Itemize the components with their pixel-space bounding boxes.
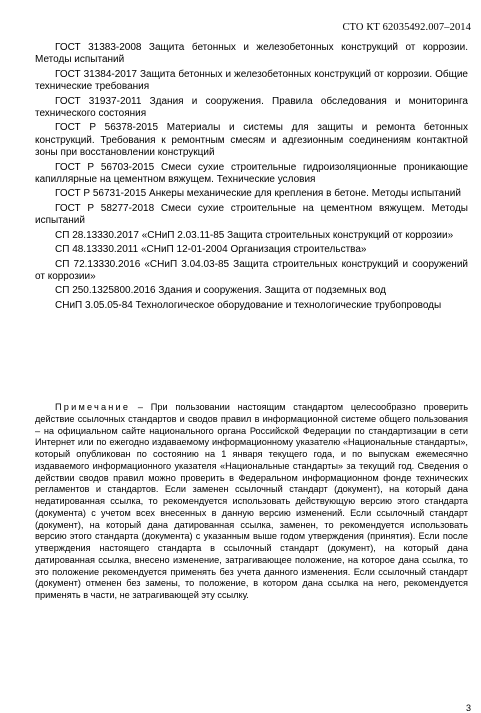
- note-dash: –: [130, 402, 151, 412]
- note-label: Примечание: [55, 402, 131, 412]
- document-code: СТО КТ 62035492.007–2014: [342, 22, 471, 33]
- reference-item: ГОСТ Р 56703-2015 Смеси сухие строительные гидроизоляционные проникающие капиллярные на цементном вяжущем. Технические условия: [35, 161, 468, 186]
- normative-references-list: [35, 42, 468, 314]
- note-paragraph: [35, 402, 468, 602]
- reference-item: ГОСТ Р 56378-2015 Материалы и системы для защиты и ремонта бетонных конструкций. Требования к ремонтным смесям и адгезионным соединениям контактной зоны при восстановлении конструкций: [35, 122, 468, 159]
- reference-item: ГОСТ 31384-2017 Защита бетонных и железобетонных конструкций от коррозии. Общие технические требования: [35, 68, 468, 93]
- reference-item: ГОСТ 31383-2008 Защита бетонных и железобетонных конструкций от коррозии. Методы испытаний: [35, 42, 468, 66]
- reference-item: СП 28.13330.2017 «СНиП 2.03.11-85 Защита строительных конструкций от коррозии»: [55, 229, 454, 241]
- reference-item: ГОСТ Р 58277-2018 Смеси сухие строительные на цементном вяжущем. Методы испытаний: [35, 202, 468, 227]
- page-number: 3: [465, 703, 471, 713]
- reference-item: СП 72.13330.2016 «СНиП 3.04.03-85 Защита строительных конструкций и сооружений от коррозии»: [35, 258, 468, 282]
- reference-item: ГОСТ 31937-2011 Здания и сооружения. Правила обследования и мониторинга технического состояния: [35, 95, 468, 120]
- reference-item: СП 48.13330.2011 «СНиП 12-01-2004 Организация строительства»: [55, 244, 367, 256]
- reference-item: ГОСТ Р 56731-2015 Анкеры механические для крепления в бетоне. Методы испытаний: [55, 188, 461, 200]
- reference-item: СП 250.1325800.2016 Здания и сооружения. Защита от подземных вод: [55, 285, 386, 297]
- reference-item: СНиП 3.05.05-84 Технологическое оборудование и технологические трубопроводы: [55, 299, 442, 311]
- note-text: При пользовании настоящим стандартом целесообразно проверить действие ссылочных стандартов и сводов правил в информационной системе общего пользования – на официальном сайте национального органа Российской Федерации по стандартизации в сети Интернет или по ежегодно издаваемому информационному указателю «Национальные стандарты», который опубликован по состоянию на 1 января текущего года, и по выпускам ежемесячно издаваемого информационного указателя «Национальные стандарты» за текущий год. Сведения о действии сводов правил можно проверить в Федеральном информационном фонде технических регламентов и стандартов. Если заменен ссылочный стандарт (документ), на который дана недатированная ссылка, то рекомендуется использовать действующую версию этого стандарта (документа) с учетом всех внесенных в данную версию изменений. Если ссылочный стандарт (документ), на который дана датированная ссылка, заменен, то рекомендуется использовать версию этого стандарта (документа) с указанным выше годом утверждения (принятия). Если после утверждения настоящего стандарта в ссылочный стандарт (документ), на который дана датированная ссылка, внесено изменение, затрагивающее положение, на которое дана ссылка, то это положение рекомендуется применять без учета данного изменения. Если ссылочный стандарт (документ) отменен без замены, то положение, в котором дана ссылка на него, рекомендуется применять в части, не затрагивающей эту ссылку.: [35, 402, 468, 600]
